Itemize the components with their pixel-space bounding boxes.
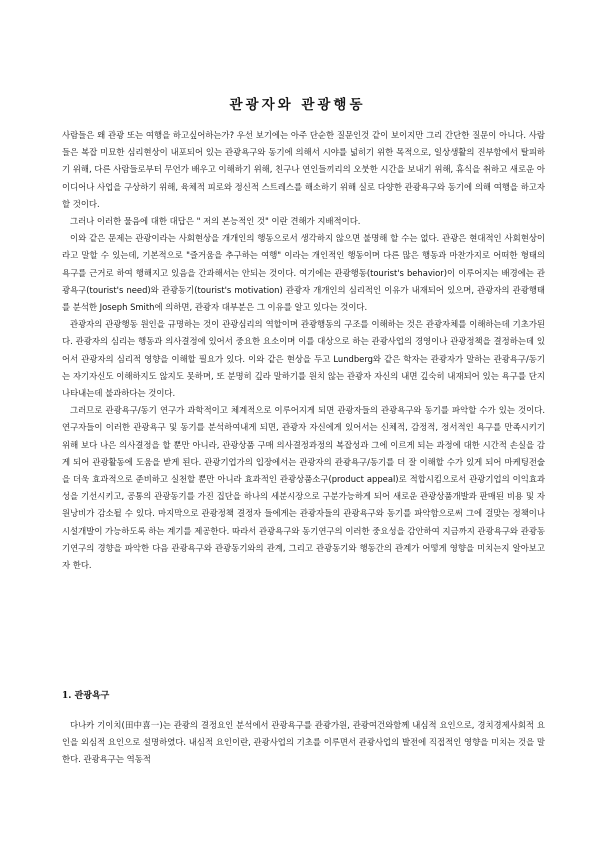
document-body <box>62 127 545 574</box>
section-body <box>62 717 545 769</box>
paragraph-3: 이와 같은 문제는 관광이라는 사회현상을 개개인의 행동으로서 생각하지 않으면 불명해 할 수는 없다. 관광은 현대적인 사회현상이라고 말할 수 있는데, 기본적으로 "즐거움을 추구하는 여행" 이라는 개인적인 행동이며 다른 많은 행동과 마찬가지로 어떠한 형태의 욕구를 근거로 하여 행해지고 있음을 간과해서는 안되는 것이다. 여기에는 관광행동(tourist's behavior)이 이루어지는 배경에는 관광욕구(tourist's need)와 관광동기(tourist's motivation) 관광자 개개인의 심리적인 이유가 내재되어 있으며, 관광자의 관광행태를 분석한 Joseph Smith에 의하면, 관광자 대부분은 그 이유를 알고 있다는 것이다. <box>62 233 545 313</box>
document-title: 관광자와 관광행동 <box>229 97 366 113</box>
paragraph-4: 관광자의 관광행동 원인을 규명하는 것이 관광심리의 역할이며 관광행동의 구조를 이해하는 것은 관광자체를 이해하는데 기초가된다. 관광자의 심리는 행동과 의사결정에 있어서 중요한 요소이며 이를 대상으로 하는 관광사업의 경영이나 관광정책을 결정하는데 있어서 관광자의 심리적 영향을 이해할 필요가 있다. 이와 같은 현상을 두고 Lundberg와 같은 학자는 관광자가 말하는 관광욕구/동기는 자기자신도 이해하지도 않지도 못하며, 또 분명히 깊라 말하기를 원치 않는 관광자 자신의 내면 깊숙히 내재되어 있는 욕구를 단지 나타내는데 불과하다는 것이다. <box>62 319 545 399</box>
section-paragraph: 다나카 기이치(田中喜一)는 관광의 결정요인 분석에서 관광욕구를 관광가원, 관광여건와함께 내심적 요인으로, 경치경제사회적 요인을 외심적 요인으로 설명하였다. 내심적 요인이란, 관광사업의 기초를 이루면서 관광사업의 발전에 직접적인 영향을 미치는 것을 말한다. 관광욕구는 역동적 <box>62 720 545 765</box>
paragraph-2: 그러나 이러한 물음에 대한 대답은 " 저의 본능적인 것" 이란 견해가 지배적이다. <box>70 216 361 227</box>
paragraph-1: 사람들은 왜 관광 또는 여행을 하고싶어하는가? 우선 보기에는 아주 단순한 질문인것 같이 보이지만 그리 간단한 질문이 아니다. 사람들은 복잡 미묘한 심리현상이 내포되어 있는 관광욕구와 동기에 의해서 시야를 넓히기 위한 목적으로, 일상생활의 진부함에서 탈피하기 위해, 다른 사람들로부터 무언가 배우고 이해하기 위해, 친구나 연인들끼리의 오붓한 시간을 보내기 위해, 휴식을 취하고 새로운 아이디어나 사업을 구상하기 위해, 육체적 피로와 정신적 스트레스를 해소하기 위해 실로 다양한 관광욕구와 동기에 의해 여행을 하고자 할 것이다. <box>62 130 545 209</box>
paragraph-5: 그러므로 관광욕구/동기 연구가 과학적이고 체계적으로 이루어지게 되면 관광자들의 관광욕구와 동기를 파악할 수가 있는 것이다. 연구자들이 이러한 관광욕구 및 동기를 분석하여내게 되면, 관광자 자신에게 있어서는 신체적, 감정적, 정서적인 욕구를 만족시키기 위해 보다 나은 의사결정을 할 뿐만 아니라, 관광상품 구매 의사결정과정의 복잡성과 그에 이르게 되는 과정에 대한 시간적 손실을 감게 되어 관광활동에 도움을 받게 된다. 관광기업가의 입장에서는 관광자의 관광욕구/동기를 더 잘 이해할 수가 있게 되어 마케팅전술을 더욱 효과적으로 준비하고 실천할 뿐만 아니라 효과적인 관광상품소구(product appeal)로 적합시킴으로서 관광기업의 이익효과성을 기선시키고, 공통의 관광동기를 가진 집단을 하나의 세분시장으로 구분가능하게 되어 새로운 관광상품개발과 판매된 비용 및 자원낭비가 감소될 수 있다. 마지막으로 관광정책 결정자 들에게는 관광자들의 관광욕구와 동기를 파악함으로써 그에 걸맞는 정책이나 시설개발이 가능하도록 하는 계기를 제공한다. 따라서 관광욕구와 동기연구의 이러한 중요성을 감안하여 지금까지 관광욕구와 관광동기연구의 경향을 파악한 다음 관광욕구와 관광동기와의 관계, 그리고 관광동기와 행동간의 관계가 어떻게 영향을 미치는지 알아보고자 한다. <box>62 405 545 571</box>
section-heading: 1. 관광욕구 <box>62 691 110 701</box>
